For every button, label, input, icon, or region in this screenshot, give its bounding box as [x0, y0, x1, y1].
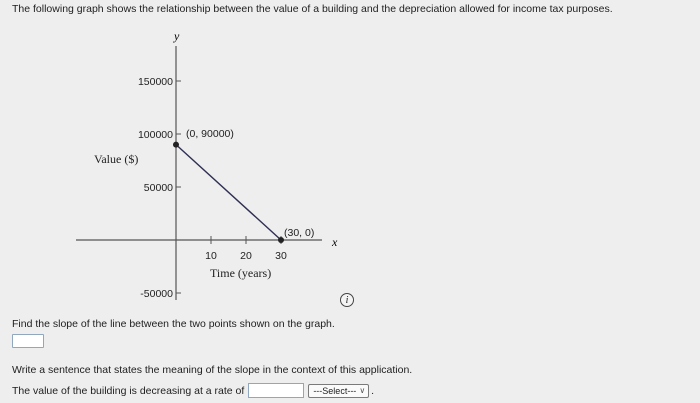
x-tick-label: 10 [205, 250, 217, 262]
units-select[interactable] [308, 384, 369, 398]
x-axis-title: Time (years) [210, 266, 272, 280]
chevron-down-icon: ∨ [359, 386, 366, 395]
info-icon[interactable]: i [340, 293, 354, 307]
intro-text: The following graph shows the relationship between the value of a building and the depreciation allowed for income tax purposes. [12, 3, 613, 15]
slope-answer-input[interactable] [12, 334, 44, 348]
sentence-suffix: . [371, 384, 375, 397]
y-tick-label: 150000 [137, 76, 173, 88]
slope-question: Find the slope of the line between the two points shown on the graph. [12, 318, 335, 330]
y-axis-title: Value ($) [94, 152, 139, 166]
point-label-start: (0, 90000) [186, 128, 234, 140]
y-tick-label: 100000 [137, 129, 173, 141]
y-axis-letter: y [174, 29, 180, 43]
x-tick-label: 20 [240, 250, 252, 262]
labels [94, 29, 338, 280]
units-select-label: ---Select--- [313, 385, 357, 396]
x-axis-letter: x [332, 235, 338, 249]
x-tick-label: 30 [275, 250, 287, 262]
rate-input[interactable] [248, 383, 304, 398]
series-line [176, 145, 281, 240]
sentence-row [12, 383, 374, 398]
series [173, 142, 284, 243]
sentence-prefix: The value of the building is decreasing at a rate of [12, 384, 245, 397]
instruction-text: Write a sentence that states the meaning of the slope in the context of this application. [12, 364, 413, 376]
data-point [173, 142, 179, 148]
y-tick-label: 50000 [143, 182, 173, 194]
y-tick-label: -50000 [140, 288, 173, 300]
point-label-end: (30, 0) [284, 227, 315, 239]
